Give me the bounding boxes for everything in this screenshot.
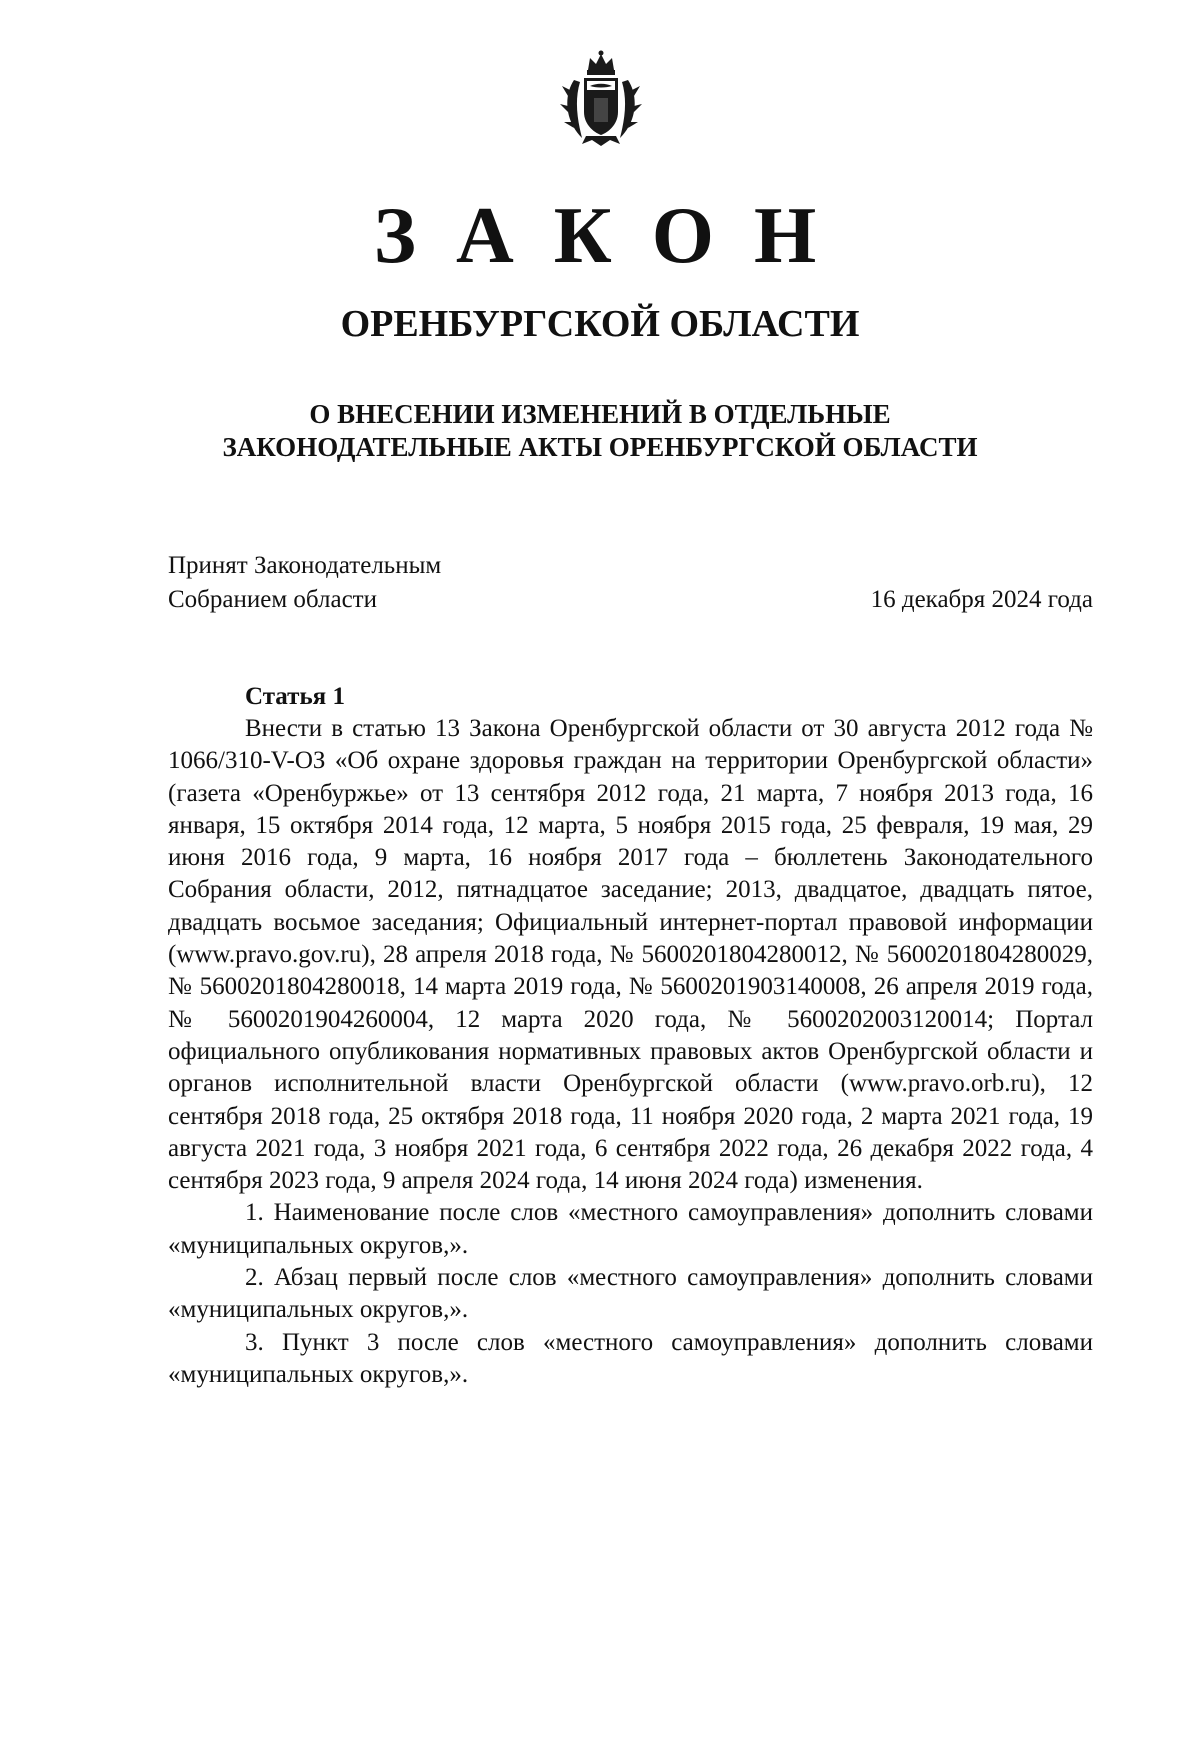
adoption-line: Принят Законодательным — [168, 552, 442, 579]
article-paragraph-main: Внести в статью 13 Закона Оренбургской области от 30 августа 2012 года № 1066/310-V-ОЗ «Об охране здоровья граждан на территории Оренбургской области» (газета «Оренбуржье» от 13 сентября 2012 года, 21 марта, 7 ноября 2013 года, 16 января, 15 октября 2014 года, 12 марта, 5 ноября 2015 года, 25 февраля, 19 мая, 29 июня 2016 года, 9 марта, 16 ноября 2017 года – бюллетень Законодательного Собрания области, 2012, пятнадцатое заседание; 2013, двадцатое, двадцать пятое, двадцать восьмое заседания; Официальный интернет-портал правовой информации (www.pravo.gov.ru), 28 апреля 2018 года, № 5600201804280012, № 5600201804280029, № 5600201804280018, 14 марта 2019 года, № 5600201903140008, 26 апреля 2019 года, № 5600201904260004, 12 марта 2020 года, № 5600202003120014; Портал официального опубликования нормативных правовых актов Оренбургской области и органов исполнительной власти Оренбургской области (www.pravo.orb.ru), 12 сентября 2018 года, 25 октября 2018 года, 11 ноября 2020 года, 2 марта 2021 года, 19 августа 2021 года, 3 ноября 2021 года, 6 сентября 2022 года, 26 декабря 2022 года, 4 сентября 2023 года, 9 апреля 2024 года, 14 июня 2024 года) изменения. — [168, 715, 1093, 1195]
adoption-date: 16 декабря 2024 года — [870, 586, 1093, 613]
coat-of-arms-icon — [560, 50, 642, 150]
article-item-1: 1. Наименование после слов «местного самоуправления» дополнить словами «муниципальных округов,». — [168, 1199, 1093, 1259]
article-item-2: 2. Абзац первый после слов «местного самоуправления» дополнить словами «муниципальных округов,». — [168, 1264, 1093, 1324]
subject-title-line: О ВНЕСЕНИИ ИЗМЕНЕНИЙ В ОТДЕЛЬНЫЕ — [309, 399, 891, 429]
subject-title-line: ЗАКОНОДАТЕЛЬНЫЕ АКТЫ ОРЕНБУРГСКОЙ ОБЛАСТИ — [222, 432, 978, 462]
adoption-block — [168, 549, 1093, 617]
article-body — [168, 713, 1093, 1391]
adoption-body: Собранием области — [168, 586, 377, 613]
article-heading: Статья 1 — [245, 683, 345, 710]
law-title: З А К О Н — [373, 192, 827, 280]
region-title: ОРЕНБУРГСКОЙ ОБЛАСТИ — [340, 303, 860, 345]
subject-title — [150, 398, 1050, 464]
article-item-3: 3. Пункт 3 после слов «местного самоуправления» дополнить словами «муниципальных округов,». — [168, 1328, 1093, 1388]
